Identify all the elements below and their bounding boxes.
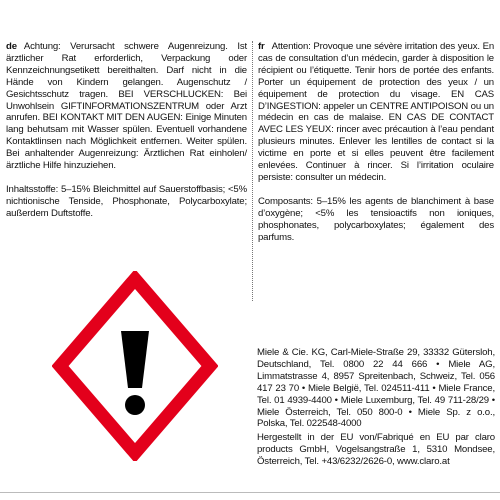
language-code-de: de (6, 41, 17, 52)
french-warning-text: Attention: Provoque une sévère irritation des yeux. En cas de consultation d’un médecin, garder à disposition le récipient ou l’étiquette. Tenir hors de portée des enfants. Porter un équipement de protection des yeux / un équipement de protection du visage. EN CAS D’INGESTION: appeler un CENTRE ANTIPOISON ou un médecin en cas de malaise. EN CAS DE CONTACT AVEC LES YEUX: rincer avec précaution à l’eau pendant plusieurs minutes. Enlever les lentilles de contact si la victime en porte et si elles peuvent être facilement enlevées. Continuer à rincer. Si l’irritation oculaire persiste: consulter un médecin. (258, 41, 494, 183)
bottom-rule (0, 492, 500, 493)
column-divider (252, 41, 254, 301)
french-text-column (258, 41, 494, 256)
producer-info: Hergestellt in der EU von/Fabriqué en EU par claro products GmbH, Vogelsangstraße 1, 5310 Mondsee, Österreich, Tel. +43/6232/2626-0, www.claro.at (257, 432, 495, 468)
manufacturer-info (257, 347, 495, 470)
french-ingredients: Composants: 5–15% les agents de blanchiment à base d’oxygène; <5% les tensioactifs non ioniques, phosphonates, polycarboxylates; également des parfums. (258, 195, 494, 243)
german-warning-paragraph (6, 41, 247, 172)
german-warning-text: Achtung: Verursacht schwere Augenreizung. Ist ärztlicher Rat erforderlich, Verpackung oder Kennzeichnungsetikett bereithalten. Darf nicht in die Hände von Kindern gelangen. Augenschutz / Gesichtsschutz tragen. BEI VERSCHLUCKEN: Bei Unwohlsein GIFTINFORMATIONSZENTRUM oder Arzt anrufen. BEI KONTAKT MIT DEN AUGEN: Einige Minuten lang behutsam mit Wasser spülen. Eventuell vorhandene Kontaktlinsen nach Möglichkeit entfernen. Weiter spülen. Bei anhaltender Augenreizung: Ärztlichen Rat einholen/ärztliche Hilfe hinzuziehen. (6, 41, 247, 172)
german-ingredients: Inhaltsstoffe: 5–15% Bleichmittel auf Sauerstoffbasis; <5% nichtionische Tenside, Phosphonate, Polycarboxylate; außerdem Duftstoffe. (6, 183, 247, 219)
language-code-fr: fr (258, 41, 265, 52)
german-text-column (6, 41, 247, 232)
exclamation-dot (125, 395, 145, 415)
manufacturer-addresses: Miele & Cie. KG, Carl-Miele-Straße 29, 33332 Gütersloh, Deutschland, Tel. 0800 22 44 666 • Miele AG, Limmatstrasse 4, 8957 Spreitenbach, Schweiz, Tel. 056 417 23 70 • Miele België, Tel. 024511-411 • Miele France, Tel. 01 4939-4400 • Miele Luxemburg, Tel. 49 711-28/29 • Miele Österreich, Tel. 050 800-0 • Miele Sp. z o.o., Polska, Tel. 022548-4000 (257, 347, 495, 430)
french-warning-paragraph (258, 41, 494, 184)
exclamation-mark-ghs-icon (52, 271, 218, 461)
